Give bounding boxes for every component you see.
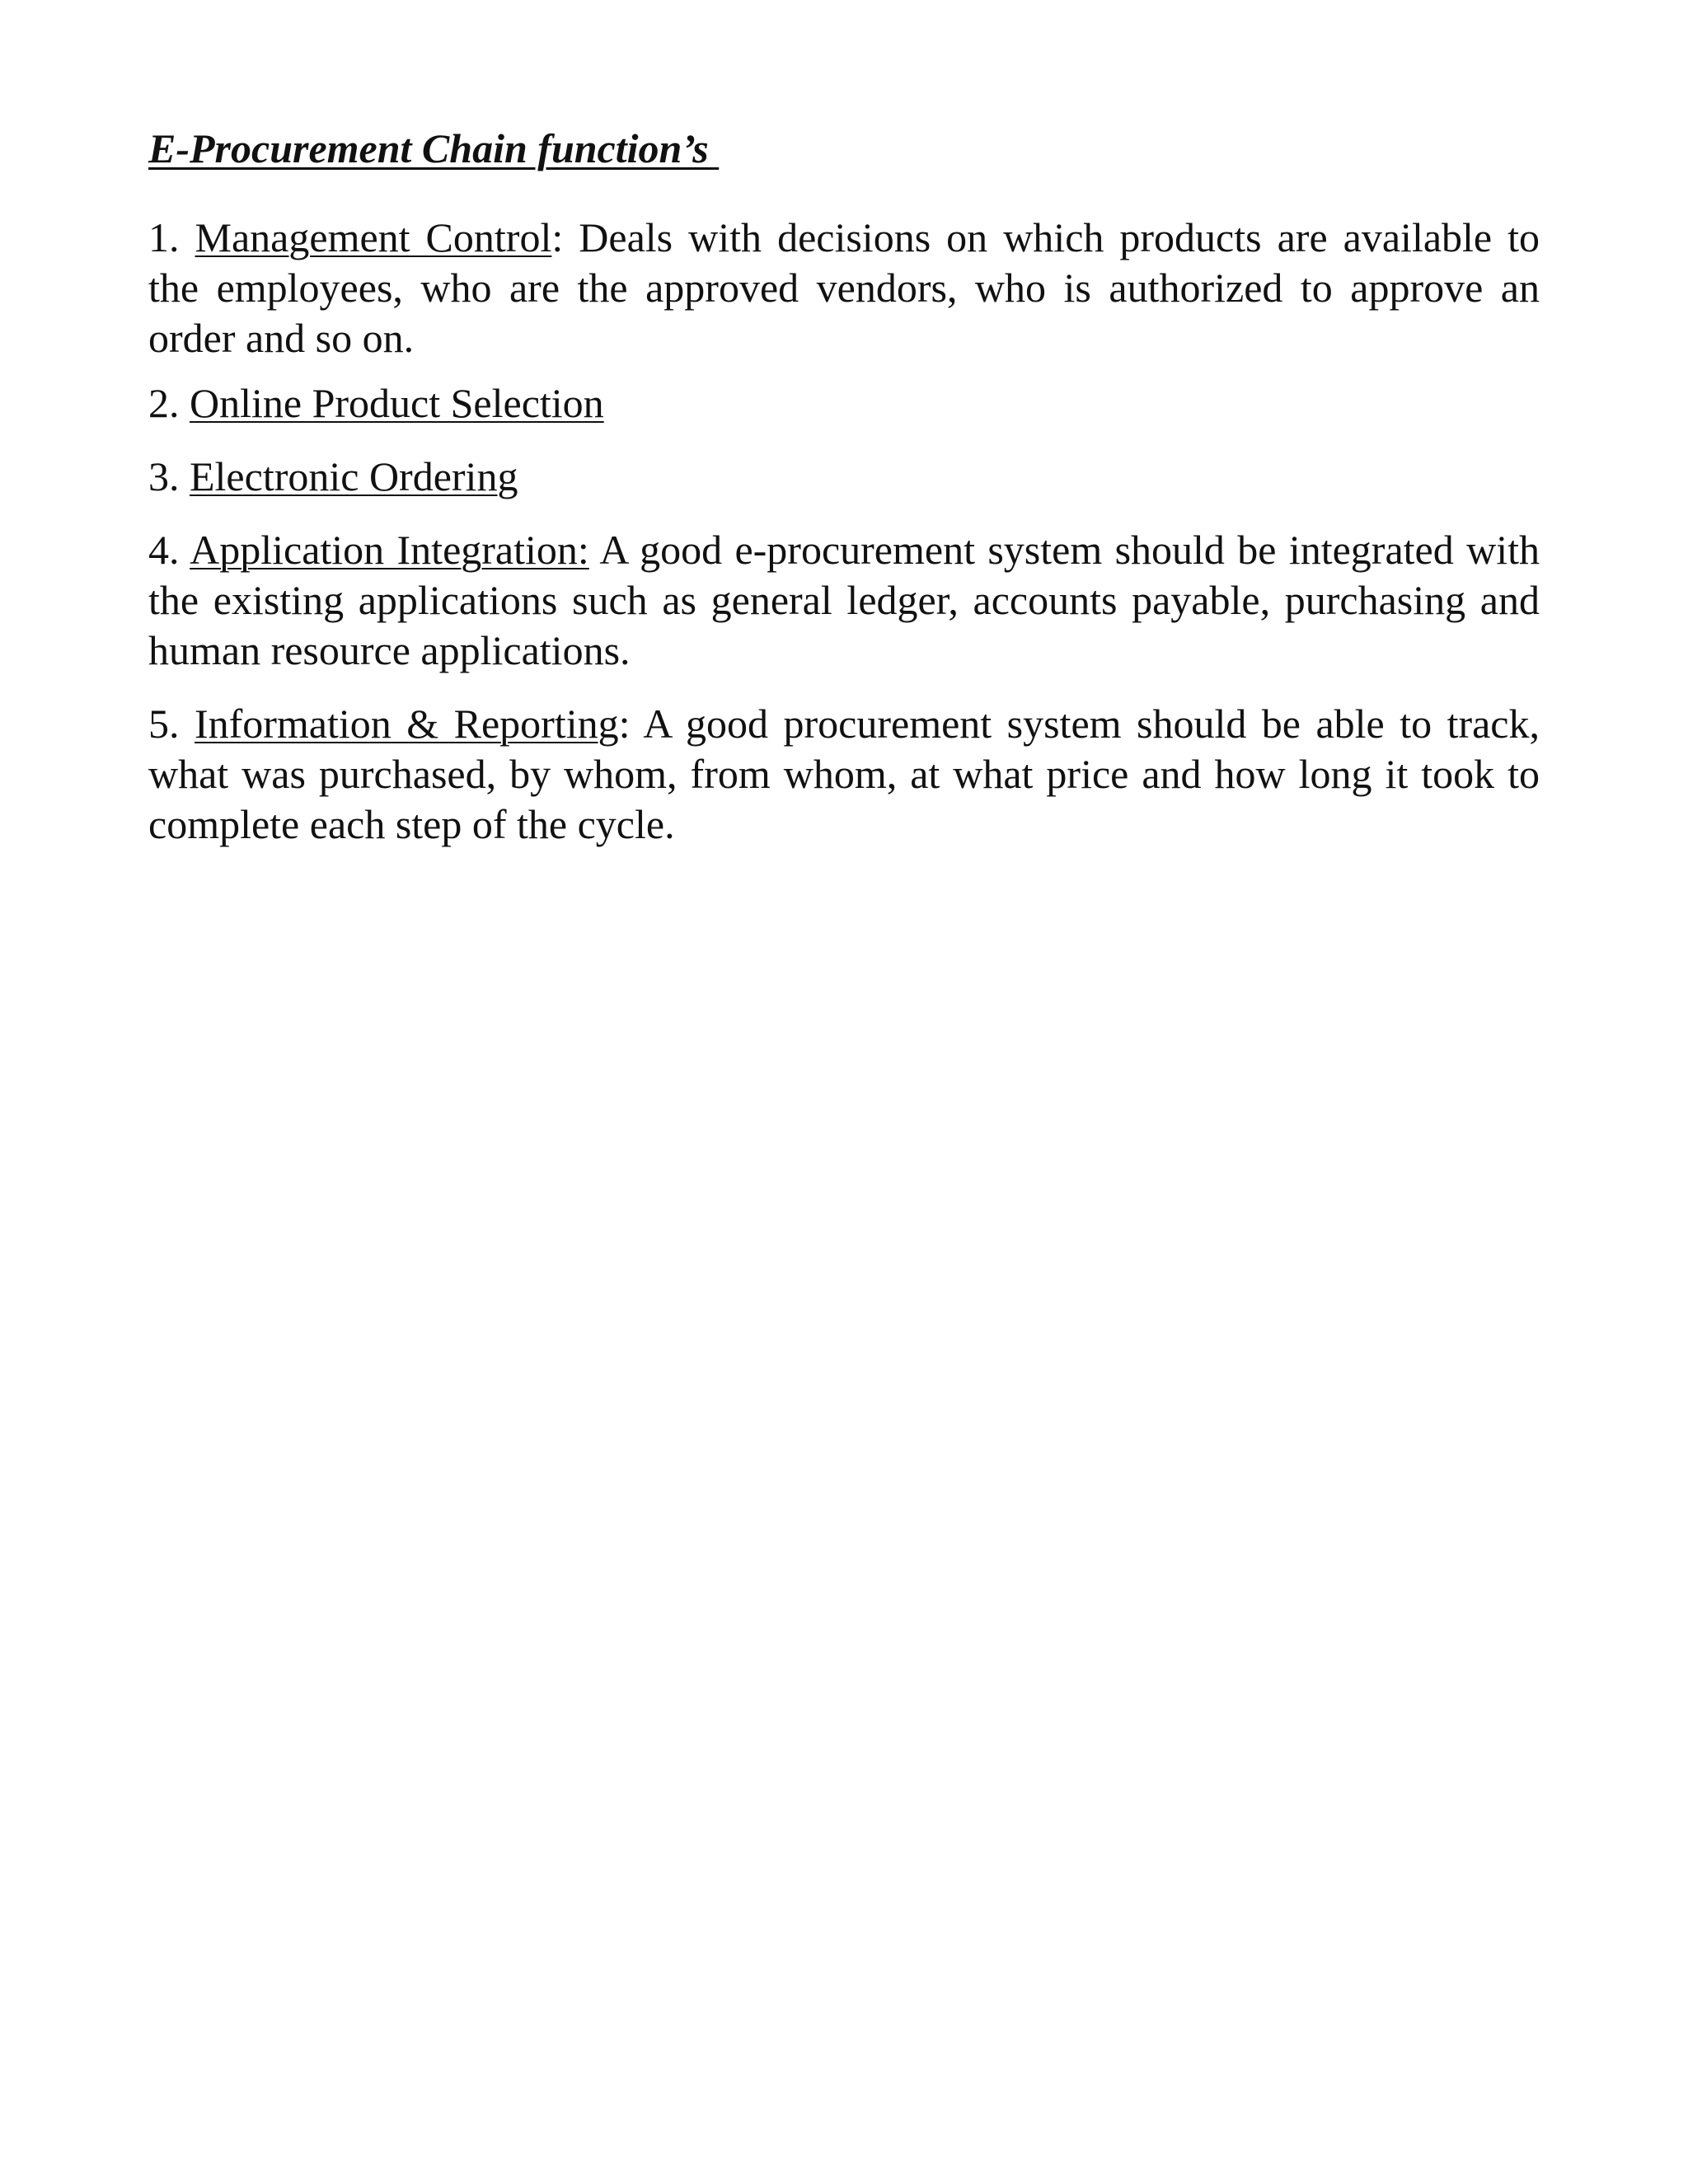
item-separator: : — [618, 701, 631, 747]
item-number: 2. — [148, 380, 180, 426]
item-text: A good e-procurement system should be integrated with the existing applications such as general ledger, accounts payable, purchasing and human resource applications. — [148, 527, 1540, 673]
item-label: Online Product Selection — [190, 380, 604, 426]
item-number: 5. — [148, 701, 180, 747]
document-title: E-Procurement Chain function’s — [148, 125, 720, 171]
item-label: Management Control — [195, 214, 552, 260]
item-number: 3. — [148, 453, 180, 499]
list-item-online-product-selection — [148, 378, 1540, 429]
item-text: Deals with decisions on which products are available to the employees, who are the approved vendors, who is authorized to approve an order and so on. — [148, 214, 1540, 361]
item-number: 4. — [148, 527, 180, 573]
list-item-information-reporting — [148, 699, 1540, 850]
item-label: Information & Reporting — [194, 701, 619, 747]
item-label: Electronic Ordering — [190, 453, 518, 499]
item-label: Application Integration: — [190, 527, 589, 573]
item-separator: : — [551, 214, 564, 260]
list-item-management-control — [148, 213, 1540, 363]
item-text: A good procurement system should be able to track, what was purchased, by whom, from whom, at what price and how long it took to complete each step of the cycle. — [148, 701, 1540, 847]
list-item-application-integration — [148, 525, 1540, 676]
list-item-electronic-ordering — [148, 452, 1540, 502]
item-number: 1. — [148, 214, 180, 260]
document-page — [148, 124, 1540, 850]
